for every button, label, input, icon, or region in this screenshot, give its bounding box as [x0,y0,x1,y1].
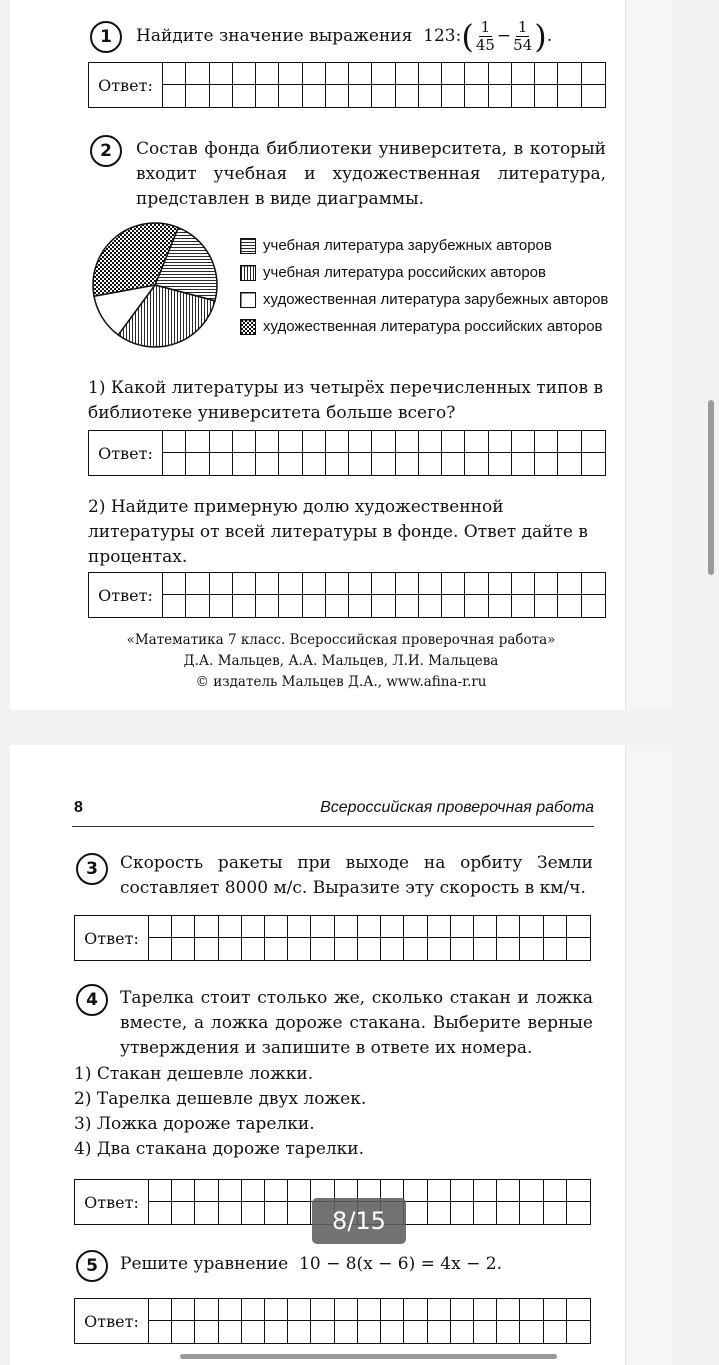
answer-cell[interactable] [404,916,427,938]
answer-cells[interactable] [149,1299,590,1343]
answer-cell[interactable] [233,453,256,475]
answer-cell[interactable] [186,85,209,107]
page-margin [625,0,672,710]
answer-cell[interactable] [311,1321,334,1343]
frac2-num: 1 [517,18,528,36]
answer-cell[interactable] [465,431,488,453]
answer-cell[interactable] [303,595,326,617]
answer-cell[interactable] [210,431,233,453]
answer-cell[interactable] [219,1180,242,1202]
answer-cell[interactable] [326,453,349,475]
answer-cell[interactable] [233,431,256,453]
answer-cell[interactable] [172,1202,195,1224]
question-4-text: Тарелка стоит столько же, сколько стакан и ложка вместе, а ложка дороже стакана. Выберите верные утверждения и запишите в ответе их номера. [120,988,593,1058]
answer-cell[interactable] [474,938,497,960]
answer-cell[interactable] [372,453,395,475]
answer-cell[interactable] [163,573,186,595]
answer-cell[interactable] [419,573,442,595]
answer-cell[interactable] [396,63,419,85]
answer-cell[interactable] [451,1321,474,1343]
question-number-2: 2 [90,135,122,167]
answer-cell[interactable] [512,63,535,85]
page-margin [625,745,672,1365]
answer-cell[interactable] [311,938,334,960]
answer-cell[interactable] [279,573,302,595]
answer-cell[interactable] [149,916,172,938]
answer-cell[interactable] [195,938,218,960]
equation: 10 − 8(x − 6) = 4x − 2. [299,1254,502,1274]
answer-cell[interactable] [520,1299,543,1321]
answer-cell[interactable] [210,453,233,475]
answer-cell[interactable] [520,938,543,960]
answer-box-q2-2[interactable] [88,572,606,618]
answer-cell[interactable] [163,453,186,475]
page-indicator: 8/15 [312,1198,406,1244]
answer-cell[interactable] [172,1321,195,1343]
horizontal-scrollbar[interactable] [180,1354,557,1359]
answer-cell[interactable] [442,595,465,617]
fraction-1 [476,19,495,54]
expr-lead: 123 [423,26,456,46]
answer-cell[interactable] [489,453,512,475]
answer-cell[interactable] [326,63,349,85]
answer-cell[interactable] [186,453,209,475]
credit-line-authors: Д.А. Мальцев, А.А. Мальцев, Л.И. Мальцева [183,653,499,669]
answer-cell[interactable] [311,916,334,938]
answer-cell[interactable] [219,938,242,960]
answer-cell[interactable] [210,573,233,595]
answer-cell[interactable] [265,1180,288,1202]
chart-legend [240,232,608,340]
answer-cell[interactable] [512,595,535,617]
answer-cell[interactable] [512,431,535,453]
legend-swatch-vertical [240,265,256,281]
question-5-prompt: Решите уравнение [120,1254,289,1274]
answer-cell[interactable] [535,85,558,107]
answer-cell[interactable] [558,453,581,475]
legend-swatch-horizontal [240,238,256,254]
answer-cell[interactable] [567,1202,590,1224]
answer-cell[interactable] [381,1321,404,1343]
answer-cell[interactable] [497,1180,520,1202]
answer-label: Ответ: [75,1180,149,1224]
answer-cells[interactable] [149,916,590,960]
answer-cells[interactable] [163,63,605,107]
answer-cell[interactable] [279,431,302,453]
answer-cell[interactable] [451,938,474,960]
question-1-prompt: Найдите значение выражения [136,26,413,46]
answer-cell[interactable] [195,1321,218,1343]
answer-cell[interactable] [428,1202,451,1224]
answer-cell[interactable] [288,1299,311,1321]
question-1-text: Найдите значение выражения 123:( $\frac{1}{45}$ − $\frac{1}{54}$ ). [136,17,553,56]
legend-label: учебная литература зарубежных авторов [263,237,552,254]
answer-cell[interactable] [279,595,302,617]
answer-cell[interactable] [358,916,381,938]
credit-line-title: «Математика 7 класс. Всероссийская проверочная работа» [126,632,556,648]
answer-cell[interactable] [163,85,186,107]
answer-cell[interactable] [265,1321,288,1343]
legend-label: учебная литература российских авторов [263,264,546,281]
answer-cell[interactable] [149,1299,172,1321]
answer-cells[interactable] [163,431,605,475]
answer-cell[interactable] [172,1299,195,1321]
credit-line-publisher: © издатель Мальцев Д.А., www.afina-r.ru [195,674,487,690]
legend-item [240,313,608,340]
answer-cell[interactable] [219,1321,242,1343]
answer-cell[interactable] [544,1321,567,1343]
answer-cell[interactable] [358,1299,381,1321]
answer-cell[interactable] [335,1321,358,1343]
question-2-sub2: 2) Найдите примерную долю художественной литературы от всей литературы в фонде. Ответ дайте в процентах. [88,497,588,567]
answer-cell[interactable] [265,938,288,960]
answer-cell[interactable] [419,595,442,617]
answer-cell[interactable] [497,1321,520,1343]
answer-box-q2-1[interactable] [88,430,606,476]
answer-cell[interactable] [512,453,535,475]
answer-cell[interactable] [326,85,349,107]
legend-item [240,232,608,259]
answer-cell[interactable] [210,85,233,107]
answer-cell[interactable] [442,63,465,85]
answer-cell[interactable] [326,595,349,617]
question-3-text: Скорость ракеты при выходе на орбиту Земли составляет 8000 м/с. Выразите эту скорость в км/ч. [120,853,593,898]
answer-cell[interactable] [303,85,326,107]
answer-label: Ответ: [89,63,163,107]
answer-cell[interactable] [497,916,520,938]
answer-cell[interactable] [428,938,451,960]
answer-cell[interactable] [535,63,558,85]
answer-cell[interactable] [256,573,279,595]
document-page-7 [10,0,672,710]
question-number-4: 4 [76,984,108,1016]
answer-cell[interactable] [497,938,520,960]
answer-cell[interactable] [404,1299,427,1321]
answer-cell[interactable] [489,85,512,107]
page-number: 8 [74,799,83,816]
answer-cell[interactable] [404,1202,427,1224]
answer-cell[interactable] [396,431,419,453]
answer-cell[interactable] [451,1299,474,1321]
question-number-1: 1 [90,21,122,53]
question-4-option-2: 2) Тарелка дешевле двух ложек. [74,1089,367,1109]
answer-cell[interactable] [381,916,404,938]
answer-cell[interactable] [349,573,372,595]
answer-cell[interactable] [372,63,395,85]
answer-cell[interactable] [520,1180,543,1202]
answer-cell[interactable] [497,1299,520,1321]
answer-cell[interactable] [242,1202,265,1224]
answer-cell[interactable] [210,595,233,617]
answer-cell[interactable] [186,431,209,453]
answer-cell[interactable] [163,431,186,453]
minus-sign: − [496,26,512,46]
answer-cell[interactable] [419,85,442,107]
legend-swatch-blank [240,292,256,308]
answer-cell[interactable] [582,431,605,453]
answer-cell[interactable] [428,1180,451,1202]
answer-cell[interactable] [465,595,488,617]
fraction-2 [513,19,532,54]
answer-cell[interactable] [303,431,326,453]
answer-cell[interactable] [256,431,279,453]
answer-cell[interactable] [279,453,302,475]
legend-item [240,286,608,313]
answer-cells[interactable] [163,573,605,617]
answer-cell[interactable] [372,85,395,107]
answer-cell[interactable] [451,1202,474,1224]
answer-cell[interactable] [474,1202,497,1224]
answer-cell[interactable] [520,1202,543,1224]
answer-label: Ответ: [89,431,163,475]
answer-cell[interactable] [335,1299,358,1321]
question-4-option-4: 4) Два стакана дороже тарелки. [74,1139,365,1159]
answer-cell[interactable] [582,63,605,85]
answer-box-q1[interactable] [88,62,606,108]
answer-cell[interactable] [442,453,465,475]
question-4-option-1: 1) Стакан дешевле ложки. [74,1064,314,1084]
answer-cell[interactable] [535,573,558,595]
answer-cell[interactable] [396,595,419,617]
answer-cell[interactable] [558,573,581,595]
answer-cell[interactable] [242,1321,265,1343]
answer-box-q5[interactable] [74,1298,591,1344]
answer-cell[interactable] [288,916,311,938]
answer-cell[interactable] [279,63,302,85]
question-2-sub1: 1) Какой литературы из четырёх перечисленных типов в библиотеке университета больше всего? [88,378,604,423]
answer-cell[interactable] [311,1299,334,1321]
answer-cell[interactable] [326,573,349,595]
answer-cell[interactable] [381,938,404,960]
answer-cell[interactable] [558,431,581,453]
legend-item [240,259,608,286]
answer-cell[interactable] [442,573,465,595]
answer-cell[interactable] [349,453,372,475]
answer-cell[interactable] [149,1180,172,1202]
answer-cell[interactable] [474,1321,497,1343]
answer-cell[interactable] [520,1321,543,1343]
answer-cell[interactable] [544,938,567,960]
answer-cell[interactable] [396,85,419,107]
answer-cell[interactable] [535,595,558,617]
answer-cell[interactable] [442,431,465,453]
answer-cell[interactable] [349,63,372,85]
answer-cell[interactable] [489,431,512,453]
legend-label: художественная литература зарубежных авторов [263,291,609,308]
answer-cell[interactable] [372,431,395,453]
question-5-text [120,1252,502,1277]
answer-cell[interactable] [242,1180,265,1202]
answer-cell[interactable] [172,1180,195,1202]
answer-cell[interactable] [256,63,279,85]
answer-cell[interactable] [544,916,567,938]
answer-label: Ответ: [75,916,149,960]
answer-cell[interactable] [582,453,605,475]
answer-cell[interactable] [404,1321,427,1343]
answer-cell[interactable] [233,63,256,85]
answer-cell[interactable] [233,573,256,595]
running-header: Всероссийская проверочная работа [320,799,594,816]
answer-cell[interactable] [535,453,558,475]
answer-cell[interactable] [544,1299,567,1321]
answer-cell[interactable] [265,916,288,938]
answer-cell[interactable] [582,85,605,107]
answer-cell[interactable] [195,1180,218,1202]
answer-cell[interactable] [358,938,381,960]
answer-cell[interactable] [558,63,581,85]
answer-cell[interactable] [219,916,242,938]
answer-box-q3[interactable] [74,915,591,961]
answer-cell[interactable] [396,573,419,595]
answer-cell[interactable] [512,85,535,107]
answer-cell[interactable] [567,938,590,960]
answer-cell[interactable] [497,1202,520,1224]
answer-cell[interactable] [349,85,372,107]
question-number-3: 3 [76,853,108,885]
answer-cell[interactable] [279,85,302,107]
header-rule [72,826,594,827]
answer-cell[interactable] [149,1202,172,1224]
answer-cell[interactable] [233,85,256,107]
pie-chart [90,220,220,350]
answer-cell[interactable] [335,916,358,938]
answer-cell[interactable] [489,595,512,617]
answer-cell[interactable] [265,1299,288,1321]
answer-cell[interactable] [442,85,465,107]
question-4-option-3: 3) Ложка дороже тарелки. [74,1114,315,1134]
answer-cell[interactable] [381,1299,404,1321]
document-page-8 [10,745,672,1365]
answer-cell[interactable] [186,573,209,595]
credit-block [10,630,672,693]
vertical-scrollbar[interactable] [708,400,714,575]
answer-cell[interactable] [195,1299,218,1321]
answer-cell[interactable] [404,938,427,960]
answer-cell[interactable] [288,1321,311,1343]
answer-cell[interactable] [372,573,395,595]
answer-cell[interactable] [256,595,279,617]
answer-cell[interactable] [288,938,311,960]
answer-cell[interactable] [303,453,326,475]
answer-cell[interactable] [582,573,605,595]
answer-cell[interactable] [256,85,279,107]
question-number-5: 5 [76,1250,108,1282]
legend-label: художественная литература российских авторов [263,318,603,335]
answer-cell[interactable] [219,1202,242,1224]
answer-cell[interactable] [186,595,209,617]
answer-cell[interactable] [242,938,265,960]
answer-cell[interactable] [474,916,497,938]
answer-cell[interactable] [428,916,451,938]
answer-cell[interactable] [582,595,605,617]
answer-cell[interactable] [288,1202,311,1224]
answer-cell[interactable] [335,938,358,960]
answer-cell[interactable] [465,573,488,595]
legend-swatch-dotted [240,319,256,335]
answer-cell[interactable] [172,938,195,960]
answer-cell[interactable] [419,63,442,85]
answer-cell[interactable] [567,1180,590,1202]
answer-label: Ответ: [89,573,163,617]
answer-cell[interactable] [349,595,372,617]
answer-cell[interactable] [535,431,558,453]
answer-cell[interactable] [567,1321,590,1343]
answer-cell[interactable] [256,453,279,475]
answer-cell[interactable] [265,1202,288,1224]
answer-cell[interactable] [349,431,372,453]
answer-cell[interactable] [474,1299,497,1321]
answer-cell[interactable] [358,1321,381,1343]
answer-cell[interactable] [219,1299,242,1321]
answer-cell[interactable] [195,916,218,938]
answer-cell[interactable] [419,431,442,453]
answer-cell[interactable] [474,1180,497,1202]
answer-cell[interactable] [451,916,474,938]
answer-cell[interactable] [489,63,512,85]
answer-cell[interactable] [233,595,256,617]
answer-cell[interactable] [567,916,590,938]
answer-cell[interactable] [567,1299,590,1321]
answer-cell[interactable] [242,1299,265,1321]
answer-cell[interactable] [451,1180,474,1202]
answer-cell[interactable] [149,938,172,960]
answer-cell[interactable] [396,453,419,475]
answer-cell[interactable] [163,63,186,85]
answer-cell[interactable] [172,916,195,938]
answer-cell[interactable] [326,431,349,453]
answer-cell[interactable] [512,573,535,595]
answer-cell[interactable] [520,916,543,938]
frac1-den: 45 [475,36,495,54]
answer-cell[interactable] [242,916,265,938]
answer-label: Ответ: [75,1299,149,1343]
answer-cell[interactable] [544,1202,567,1224]
answer-cell[interactable] [303,63,326,85]
answer-cell[interactable] [404,1180,427,1202]
answer-cell[interactable] [288,1180,311,1202]
answer-cell[interactable] [372,595,395,617]
answer-cell[interactable] [419,453,442,475]
answer-cell[interactable] [303,573,326,595]
answer-cell[interactable] [489,573,512,595]
answer-cell[interactable] [186,63,209,85]
answer-cell[interactable] [163,595,186,617]
answer-cell[interactable] [428,1321,451,1343]
answer-cell[interactable] [465,453,488,475]
answer-cell[interactable] [428,1299,451,1321]
frac2-den: 54 [513,36,533,54]
answer-cell[interactable] [465,85,488,107]
answer-cell[interactable] [210,63,233,85]
answer-cell[interactable] [465,63,488,85]
answer-cell[interactable] [544,1180,567,1202]
question-2-text: Состав фонда библиотеки университета, в который входит учебная и художественная литература, представлен в виде диаграммы. [136,139,606,209]
answer-cell[interactable] [558,595,581,617]
answer-cell[interactable] [149,1321,172,1343]
answer-cell[interactable] [558,85,581,107]
frac1-num: 1 [480,18,491,36]
answer-cell[interactable] [195,1202,218,1224]
